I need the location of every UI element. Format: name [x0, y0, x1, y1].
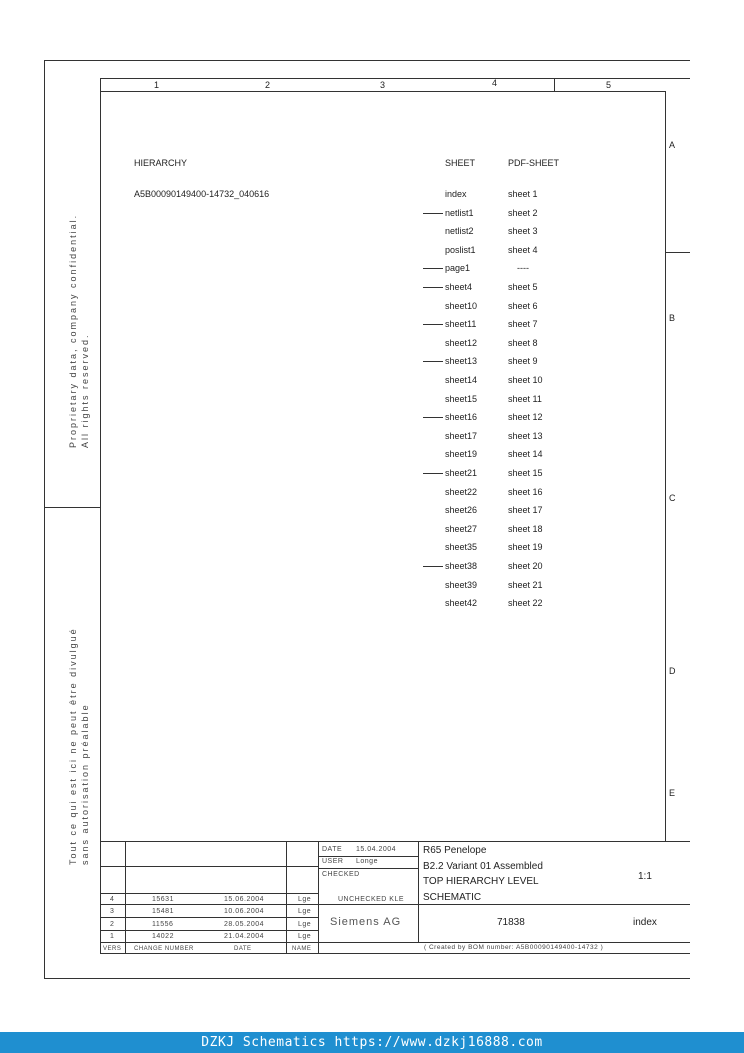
header-name: NAME	[292, 946, 312, 952]
pdf-sheet-cell: sheet 14	[508, 449, 543, 459]
pdf-sheet-cell: sheet 2	[508, 208, 538, 218]
drawing-subtitle: SCHEMATIC	[423, 892, 482, 903]
sheet-name-cell: sheet42	[445, 598, 478, 608]
row-label-e: E	[669, 788, 676, 798]
date-value: 15.04.2004	[356, 846, 397, 853]
sheet-name-cell: sheet27	[445, 524, 478, 534]
side-note-lower-2: sans autorisation préalable	[80, 703, 90, 865]
column-label-3: 3	[380, 80, 386, 90]
version-author: Lge	[298, 896, 312, 903]
hierarchy-header: HIERARCHY	[134, 158, 188, 168]
pdf-sheet-cell: sheet 12	[508, 412, 543, 422]
sheet-name-cell: sheet26	[445, 505, 478, 515]
pdf-sheet-cell: sheet 16	[508, 487, 543, 497]
side-note-upper: Proprietary data, company confidential.	[68, 213, 78, 448]
hierarchy-branch-line	[423, 361, 443, 362]
project-name: R65 Penelope	[423, 845, 487, 856]
sheet-name-cell: sheet13	[445, 356, 478, 366]
pdf-sheet-cell: sheet 7	[508, 319, 538, 329]
version-date: 10.06.2004	[224, 908, 265, 915]
drawing-title: TOP HIERARCHY LEVEL	[423, 876, 539, 887]
pdf-sheet-cell: sheet 13	[508, 431, 543, 441]
frame-top	[44, 60, 690, 61]
unchecked-label: UNCHECKED KLE	[338, 896, 405, 903]
row-label-c: C	[669, 493, 676, 503]
pdf-sheet-cell: sheet 11	[508, 394, 542, 404]
checked-label: CHECKED	[322, 871, 360, 878]
hierarchy-branch-line	[423, 324, 443, 325]
version-date: 28.05.2004	[224, 921, 265, 928]
change-number: 14022	[152, 933, 174, 940]
change-number: 11556	[152, 921, 174, 928]
sheet-name-cell: sheet10	[445, 301, 478, 311]
user-label: USER	[322, 858, 344, 865]
pdf-sheet-cell: sheet 15	[508, 468, 543, 478]
row-label-a: A	[669, 140, 676, 150]
sheet-name-cell: page1	[445, 263, 471, 273]
footer-banner: DZKJ Schematics https://www.dzkj16888.com	[0, 1032, 744, 1053]
sheet-header: SHEET	[445, 158, 476, 168]
version-number: 2	[110, 921, 115, 928]
version-date: 21.04.2004	[224, 933, 265, 940]
version-number: 1	[110, 933, 115, 940]
sheet-name-cell: sheet14	[445, 375, 478, 385]
frame-mid-divider	[44, 507, 100, 508]
side-note-lower: Tout ce qui est ici ne peut être divulgué	[68, 627, 78, 865]
scale: 1:1	[638, 871, 652, 882]
pdf-sheet-cell: sheet 1	[508, 189, 538, 199]
drawing-number: 71838	[497, 917, 525, 928]
column-label-4: 4	[492, 78, 498, 88]
sheet-name-cell: sheet4	[445, 282, 473, 292]
sheet-name-cell: index	[445, 189, 467, 199]
column-label-2: 2	[265, 80, 271, 90]
version-number: 4	[110, 896, 115, 903]
sheet-name-cell: sheet38	[445, 561, 478, 571]
change-number: 15481	[152, 908, 174, 915]
pdf-sheet-cell: sheet 21	[508, 580, 543, 590]
sheet-name-cell: sheet16	[445, 412, 478, 422]
hierarchy-id: A5B00090149400-14732_040616	[134, 189, 270, 199]
variant-name: B2.2 Variant 01 Assembled	[423, 861, 543, 872]
hierarchy-branch-line	[423, 473, 443, 474]
pdf-sheet-cell: sheet 4	[508, 245, 538, 255]
sheet-name-cell: sheet21	[445, 468, 478, 478]
hierarchy-branch-line	[423, 287, 443, 288]
created-by-note: ( Created by BOM number: A5B00090149400-14732 )	[424, 944, 604, 951]
hierarchy-branch-line	[423, 417, 443, 418]
sheet-name: index	[633, 917, 657, 928]
pdf-sheet-cell: sheet 18	[508, 524, 543, 534]
pdf-sheet-cell: sheet 19	[508, 542, 543, 552]
sheet-name-cell: sheet12	[445, 338, 478, 348]
column-label-5: 5	[606, 80, 612, 90]
inner-top	[100, 78, 690, 79]
pdf-sheet-cell: sheet 8	[508, 338, 538, 348]
pdf-sheet-cell: sheet 6	[508, 301, 538, 311]
pdf-sheet-cell: ----	[517, 263, 529, 273]
col-divider	[554, 78, 555, 91]
version-author: Lge	[298, 933, 312, 940]
row-label-b: B	[669, 313, 676, 323]
version-date: 15.06.2004	[224, 896, 265, 903]
version-author: Lge	[298, 908, 312, 915]
row-divider	[665, 252, 690, 253]
sheet-name-cell: sheet15	[445, 394, 478, 404]
inner-left	[100, 78, 101, 953]
header-vers: VERS	[103, 946, 122, 952]
side-note-upper-2: All rights reserved.	[80, 333, 90, 448]
user-value: Longe	[356, 858, 378, 865]
hierarchy-branch-line	[423, 268, 443, 269]
company-name: Siemens AG	[330, 916, 402, 928]
pdf-sheet-cell: sheet 3	[508, 226, 538, 236]
header-change-number: CHANGE NUMBER	[134, 946, 194, 952]
column-label-1: 1	[154, 80, 160, 90]
sheet-name-cell: sheet11	[445, 319, 477, 329]
drawing-top	[100, 91, 665, 92]
pdf-sheet-cell: sheet 17	[508, 505, 543, 515]
pdf-sheet-cell: sheet 9	[508, 356, 538, 366]
frame-bottom	[44, 978, 690, 979]
version-number: 3	[110, 908, 115, 915]
sheet-name-cell: sheet39	[445, 580, 478, 590]
hierarchy-branch-line	[423, 566, 443, 567]
date-label: DATE	[322, 846, 343, 853]
sheet-name-cell: sheet17	[445, 431, 478, 441]
header-date: DATE	[234, 946, 252, 952]
pdf-sheet-header: PDF-SHEET	[508, 158, 560, 168]
sheet-name-cell: poslist1	[445, 245, 476, 255]
pdf-sheet-cell: sheet 10	[508, 375, 543, 385]
sheet-name-cell: sheet35	[445, 542, 478, 552]
change-number: 15631	[152, 896, 174, 903]
sheet-name-cell: sheet22	[445, 487, 478, 497]
version-author: Lge	[298, 921, 312, 928]
pdf-sheet-cell: sheet 5	[508, 282, 538, 292]
frame-left	[44, 60, 45, 978]
drawing-right	[665, 91, 666, 841]
hierarchy-branch-line	[423, 213, 443, 214]
sheet-name-cell: netlist2	[445, 226, 474, 236]
pdf-sheet-cell: sheet 20	[508, 561, 543, 571]
sheet-name-cell: netlist1	[445, 208, 474, 218]
sheet-name-cell: sheet19	[445, 449, 478, 459]
pdf-sheet-cell: sheet 22	[508, 598, 543, 608]
row-label-d: D	[669, 666, 676, 676]
